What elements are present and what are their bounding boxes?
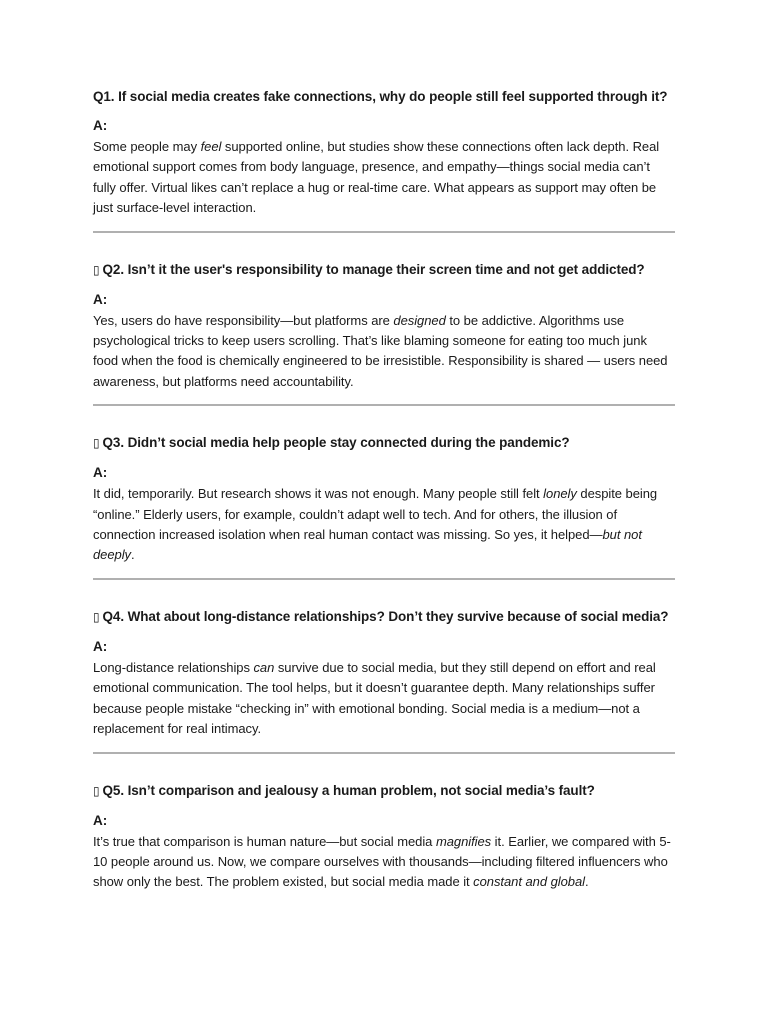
answer-text — [93, 311, 675, 393]
emphasis-text: magnifies — [435, 833, 492, 849]
answer-text — [93, 832, 675, 893]
faq-item-3 — [93, 432, 675, 566]
answer-text — [93, 484, 675, 566]
answer-run: to be addictive. Algorithms use psychological tricks to keep users scrolling. That’s like blaming someone for eating too much junk food when the food is chemically engineered to be irresistible. Responsibility is shared — users need awareness, but platforms need accountability. — [93, 312, 668, 389]
emphasis-text: can — [253, 659, 275, 675]
question-heading — [93, 259, 675, 281]
emphasis-text: lonely — [543, 486, 577, 502]
emphasis-text: constant and global — [473, 874, 585, 890]
answer-run: Yes, users do have responsibility—but platforms are — [93, 312, 394, 328]
question-heading — [93, 606, 675, 628]
answer-run: . — [131, 547, 135, 563]
answer-label: A: — [93, 118, 108, 133]
answer-label: A: — [93, 291, 108, 307]
answer-run: It’s true that comparison is human nature—but social media — [93, 833, 436, 849]
faq-item-5 — [93, 780, 675, 893]
answer-label: A: — [93, 812, 108, 828]
question-heading — [93, 780, 675, 802]
answer-run: . — [584, 874, 589, 890]
answer-run: supported online, but studies show these connections often lack depth. Real emotional support comes from body language, presence, and empathy—things social media can’t fully offer. Virtual likes can’t replace a hug or real-time care. What appears as support may often be just surface-level interaction. — [93, 139, 660, 216]
spacer — [93, 233, 675, 259]
answer-text — [93, 658, 675, 740]
question-emoji-icon: ▯ — [93, 783, 100, 798]
emphasis-text: but not deeply — [93, 527, 642, 563]
answer-text — [93, 137, 675, 219]
answer-run: despite being “online.” Elderly users, for example, couldn’t adapt well to tech. And for others, the illusion of connection increased isolation when real human contact was missing. So yes, it helped— — [93, 486, 658, 543]
answer-run: survive due to social media, but they still depend on effort and real emotional communication. The tool helps, but it doesn’t guarantee depth. Many relationships suffer because people mistake “checking in” with emotional bonding. Social media is a medium—not a replacement for real intimacy. — [93, 659, 656, 737]
question-emoji-icon: ▯ — [93, 609, 100, 624]
question-text: Q1. If social media creates fake connections, why do people still feel supported through it? — [93, 89, 668, 104]
question-text: Q4. What about long-distance relationships? Don’t they survive because of social media? — [102, 608, 669, 624]
question-text: Q2. Isn’t it the user's responsibility to manage their screen time and not get addicted? — [102, 261, 645, 277]
question-heading — [93, 432, 675, 454]
faq-item-1 — [93, 86, 675, 219]
faq-item-2 — [93, 259, 675, 393]
spacer — [93, 754, 675, 780]
question-emoji-icon: ▯ — [93, 436, 100, 451]
answer-label: A: — [93, 638, 108, 654]
spacer — [93, 580, 675, 606]
faq-document — [93, 86, 675, 893]
question-text: Q5. Isn’t comparison and jealousy a human problem, not social media’s fault? — [102, 782, 595, 798]
faq-item-4 — [93, 606, 675, 740]
question-heading — [93, 86, 675, 107]
answer-run: it. Earlier, we compared with 5-10 people around us. Now, we compare ourselves with thousands—including filtered influencers who show only the best. The problem existed, but social media made it — [93, 833, 671, 890]
question-text: Q3. Didn’t social media help people stay connected during the pandemic? — [102, 435, 570, 451]
answer-run: Some people may — [93, 139, 201, 154]
spacer — [93, 406, 675, 432]
answer-label: A: — [93, 465, 108, 481]
question-emoji-icon: ▯ — [93, 262, 100, 277]
emphasis-text: designed — [393, 312, 446, 328]
emphasis-text: feel — [200, 139, 222, 154]
answer-run: Long-distance relationships — [93, 659, 254, 675]
answer-run: It did, temporarily. But research shows it was not enough. Many people still felt — [93, 486, 544, 502]
